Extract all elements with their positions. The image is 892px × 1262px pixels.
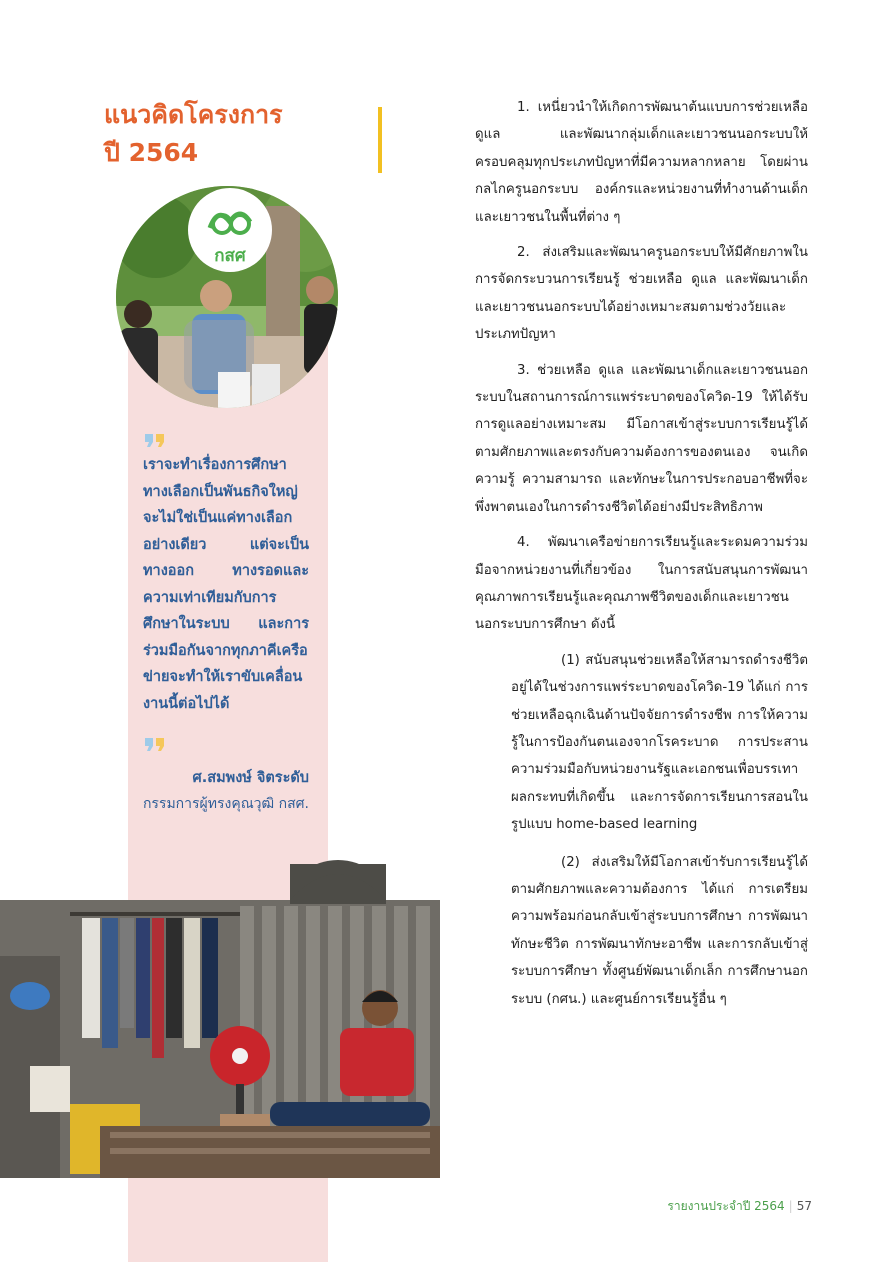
body-item-3: 3. ช่วยเหลือ ดูแล และพัฒนาเด็กและเยาวชนนอกระบบในสถานการณ์การแพร่ระบาดของโควิด-19 ให้ได้รับการดูแลอย่างเหมาะสม มีโอกาสเข้าสู่ระบบการเรียนรู้ได้ตามศักยภาพและตรงกับความต้องการของตนเอง จนเกิดความรู้ ความสามารถ และทักษะในการประกอบอาชีพที่จะพึ่งพาตนเองในการดำรงชีวิตได้อย่างมีประสิทธิภาพ <box>475 362 808 515</box>
home-photo <box>0 856 440 1178</box>
body-item-2: 2. ส่งเสริมและพัฒนาครูนอกระบบให้มีศักยภาพในการจัดกระบวนการเรียนรู้ ช่วยเหลือ ดูแล และพัฒนาเด็กและเยาวชนนอกระบบได้อย่างเหมาะสมตามช่วงวัยและประเภทปัญหา <box>475 245 808 343</box>
section-title-line2: ปี 2564 <box>104 138 199 167</box>
page-number: 57 <box>796 1199 812 1213</box>
page-footer <box>600 1198 812 1214</box>
logo-text: กสศ <box>214 246 246 266</box>
open-quote-icon <box>143 432 167 448</box>
close-quote-icon <box>143 736 167 752</box>
author-role: กรรมการผู้ทรงคุณวุฒิ กสศ. <box>142 796 309 812</box>
body-subitem-2: (2) ส่งเสริมให้มีโอกาสเข้ารับการเรียนรู้ได้ตามศักยภาพและความต้องการ ได้แก่ การเตรียมความพร้อมก่อนกลับเข้าสู่ระบบการศึกษา การพัฒนาทักษะชีวิต การพัฒนาทักษะอาชีพ และการกลับเข้าสู่ระบบการศึกษา ทั้งศูนย์พัฒนาเด็กเล็ก การศึกษานอกระบบ (กศน.) และศูนย์การเรียนรู้อื่น ๆ <box>511 854 808 1007</box>
body-text <box>475 94 808 1023</box>
body-subitem-1: (1) สนับสนุนช่วยเหลือให้สามารถดำรงชีวิตอยู่ได้ในช่วงการแพร่ระบาดของโควิด-19 ได้แก่ การช่วยเหลือฉุกเฉินด้านปัจจัยการดำรงชีพ การให้ความรู้ในการป้องกันตนเองจากโรคระบาด การประสานความร่วมมือกับหน่วยงานรัฐและเอกชนเพื่อบรรเทาผลกระทบที่เกิดขึ้น และการจัดการเรียนการสอนในรูปแบบ home-based learning <box>511 652 808 833</box>
section-title-line1: แนวคิดโครงการ <box>104 100 283 129</box>
section-title <box>104 96 283 172</box>
author-name: ศ.สมพงษ์ จิตระดับ <box>192 770 309 786</box>
quote-text: เราจะทำเรื่องการศึกษาทางเลือกเป็นพันธกิจใหญ่จะไม่ใช่เป็นแค่ทางเลือกอย่างเดียว แต่จะเป็นทางออก ทางรอดและความเท่าเทียมกับการศึกษาในระบบ และการร่วมมือกันจากทุกภาคีเครือข่ายจะทำให้เราขับเคลื่อนงานนี้ต่อไปได้ <box>143 457 309 712</box>
footer-separator: | <box>788 1199 793 1213</box>
footer-report-label: รายงานประจำปี 2564 <box>667 1199 785 1213</box>
accent-bar <box>378 107 382 173</box>
home-photo-illustration <box>0 856 440 1178</box>
body-item-1: 1. เหนี่ยวนำให้เกิดการพัฒนาต้นแบบการช่วยเหลือ ดูแล และพัฒนากลุ่มเด็กและเยาวชนนอกระบบให้ครอบคลุมทุกประเภทปัญหาที่มีความหลากหลาย โดยผ่านกลไกครูนอกระบบ องค์กรและหน่วยงานที่ทำงานด้านเด็กและเยาวชนในพื้นที่ต่าง ๆ <box>475 100 808 225</box>
body-item-4: 4. พัฒนาเครือข่ายการเรียนรู้และระดมความร่วมมือจากหน่วยงานที่เกี่ยวข้อง ในการสนับสนุนการพัฒนาคุณภาพการเรียนรู้และคุณภาพชีวิตของเด็กและเยาวชนนอกระบบการศึกษา ดังนี้ <box>475 535 808 633</box>
